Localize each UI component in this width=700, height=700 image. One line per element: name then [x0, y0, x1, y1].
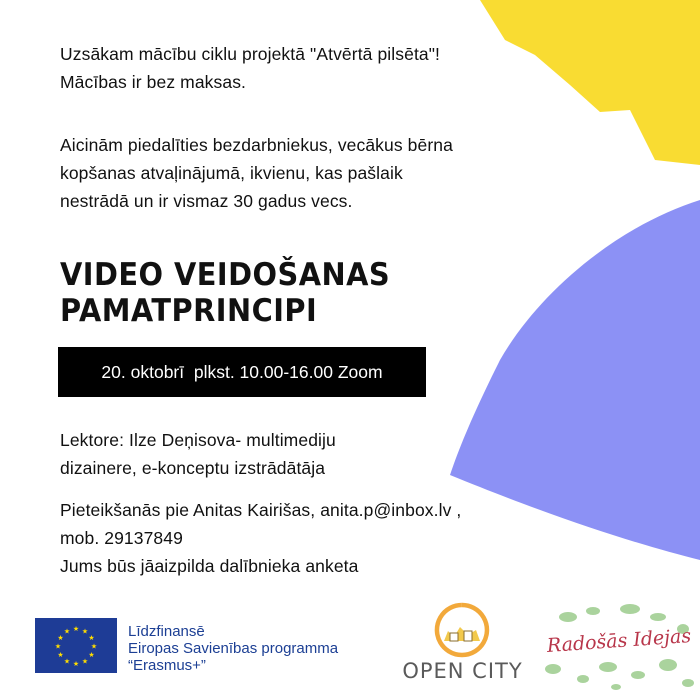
footer-logos: [0, 595, 700, 700]
registration-line-3: Jums būs jāaizpilda dalībnieka anketa: [60, 556, 359, 576]
intro-line-1: Uzsākam mācību ciklu projektā "Atvērtā pilsēta"!: [60, 44, 441, 64]
eu-line-2: Eiropas Savienības programma: [128, 640, 339, 657]
eu-line-3: “Erasmus+”: [128, 657, 206, 674]
lecturer-text: [60, 426, 336, 482]
svg-text:★: ★: [57, 651, 64, 659]
invite-line-1: Aicinām piedalīties bezdarbniekus, vecākus bērna: [60, 135, 453, 155]
radosas-idejas-logo-text: Radošās Idejas: [546, 624, 692, 658]
page-title: [60, 257, 390, 329]
svg-text:★: ★: [63, 627, 71, 636]
svg-text:★: ★: [72, 625, 80, 633]
registration-line-1: Pieteikšanās pie Anitas Kairišas, anita.p@inbox.lv ,: [60, 500, 462, 520]
eu-cofinancing-text: [128, 623, 338, 674]
svg-text:★: ★: [88, 634, 95, 642]
title-line-2: PAMATPRINCIPI: [60, 293, 318, 329]
invite-text: [60, 131, 453, 215]
purple-arc-shape: [450, 200, 700, 560]
intro-text: [60, 40, 440, 96]
event-datetime-banner: 20. oktobrī plkst. 10.00-16.00 Zoom: [58, 347, 426, 397]
invite-line-3: nestrādā un ir vismaz 30 gadus vecs.: [60, 191, 353, 211]
title-line-1: VIDEO VEIDOŠANAS: [60, 257, 391, 293]
svg-text:★: ★: [81, 627, 89, 636]
open-city-logo-text: OPEN CITY: [402, 659, 523, 683]
svg-text:★: ★: [72, 660, 80, 668]
lecturer-line-2: dizainere, e-konceptu izstrādātāja: [60, 458, 326, 478]
svg-text:★: ★: [57, 634, 64, 642]
svg-text:★: ★: [63, 657, 71, 666]
intro-line-2: Mācības ir bez maksas.: [60, 72, 247, 92]
svg-text:★: ★: [81, 657, 89, 666]
svg-text:★: ★: [90, 642, 98, 651]
registration-line-2: mob. 29137849: [60, 528, 183, 548]
lecturer-line-1: Lektore: Ilze Deņisova- multimediju: [60, 430, 336, 450]
eu-line-1: Līdzfinansē: [128, 623, 205, 640]
registration-text: [60, 496, 461, 580]
yellow-zigzag-shape: [480, 0, 700, 165]
eu-flag-icon: [35, 618, 117, 673]
invite-line-2: kopšanas atvaļinājumā, ikvienu, kas pašlaik: [60, 163, 403, 183]
svg-text:★: ★: [88, 651, 95, 659]
svg-text:★: ★: [54, 642, 62, 651]
